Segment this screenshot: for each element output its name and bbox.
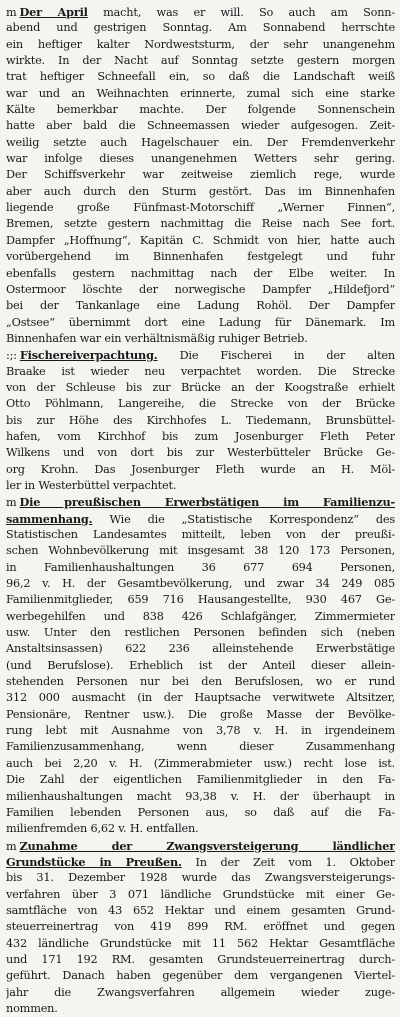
article-text-line: Die Zahl der eigentlichen Familienmitglieder in den Fa- bbox=[6, 773, 395, 787]
article-text-line: jahr die Zwangsverfahren allgemein wieder zuge- bbox=[6, 985, 395, 999]
article-text-line: Familienzusammenhang, wenn dieser Zusammenhang bbox=[6, 740, 395, 754]
article-text-line: bis zur Höhe des Kirchhofes L. Tiedemann, Brunsbüttel- bbox=[6, 413, 395, 427]
article-text-line: Statistischen Landesamtes mitteilt, leben von der preußi- bbox=[6, 528, 395, 541]
article-text-line: weilig setzte auch Hagelschauer ein. Der Fremdenverkehr bbox=[6, 135, 395, 149]
article-text-line: Wilkens und von dort bis zur Westerbütteler Brücke Ge- bbox=[6, 446, 395, 460]
article-text-line: In der Zeit vom 1. Oktober bbox=[181, 855, 395, 869]
article-text-line: Dampfer „Hoffnung“, Kapitän C. Schmidt von hier, hatte auch bbox=[6, 233, 395, 247]
article-text-line: macht, was er will. So auch am Sonn- bbox=[87, 6, 395, 19]
article-text-line: in Familienhaushaltungen 36 677 694 Personen, bbox=[6, 560, 395, 574]
article-text-line: „Ostsee“ übernimmt dort eine Ladung für Dänemark. Im bbox=[6, 315, 395, 329]
article-text-line: 96,2 v. H. der Gesamtbevölkerung, und zwar 34 249 085 bbox=[6, 577, 395, 591]
article-text-line: ebenfalls gestern nachmittag nach der Elbe weiter. In bbox=[6, 266, 395, 280]
article-text-line: ein heftiger kalter Nordweststurm, der sehr unangenehm bbox=[6, 37, 395, 51]
article-marker: m bbox=[6, 496, 17, 510]
article-fischerei bbox=[6, 347, 395, 494]
article-zwangsversteigerung bbox=[6, 838, 395, 1017]
article-text-line: Otto Pöhlmann, Langereihe, die Strecke von der Brücke bbox=[6, 397, 395, 411]
article-marker: m bbox=[6, 6, 17, 19]
article-text-line: verfahren über 3 071 ländliche Grundstücke mit einer Ge- bbox=[6, 887, 395, 901]
article-text-line: steuerreinertrag von 419 899 RM. eröffnet und gegen bbox=[6, 920, 395, 934]
article-text-line: nommen. bbox=[6, 1001, 58, 1015]
article-text-line: geführt. Danach haben gegenüber dem vergangenen Viertel- bbox=[6, 969, 395, 983]
article-headline: Der April bbox=[19, 5, 88, 19]
article-text-line: Ostermoor löschte der norwegische Dampfer „Hildefjord“ bbox=[6, 282, 395, 296]
article-second-line bbox=[6, 854, 395, 870]
article-first-line bbox=[6, 4, 395, 20]
article-text-line: samtfläche von 43 652 Hektar und einem gesamten Grund- bbox=[6, 903, 395, 917]
article-headline: Fischereiverpachtung. bbox=[19, 348, 158, 363]
article-first-line bbox=[6, 838, 395, 854]
article-text-line: Wie die „Statistische Korrespondenz“ des bbox=[92, 512, 395, 526]
article-text-line: org Krohn. Das Josenburger Fleth wurde an H. Möl- bbox=[6, 462, 395, 476]
article-first-line bbox=[6, 494, 395, 510]
article-text-line: Pensionäre, Rentner usw.). Die große Masse der Bevölke- bbox=[6, 707, 395, 721]
article-text-line: war infolge dieses unangenehmen Wetters sehr gering. bbox=[6, 152, 395, 166]
article-text-line: auch bei 2,20 v. H. (Zimmerabmieter usw.) recht lose ist. bbox=[6, 756, 395, 770]
article-text-line: und 171 192 RM. gesamten Grundsteuerreinertrag durch- bbox=[6, 952, 395, 966]
article-text-line: bis 31. Dezember 1928 wurde das Zwangsversteigerungs- bbox=[6, 871, 395, 885]
article-erwerbstaetige bbox=[6, 494, 395, 837]
article-text-line: abend und gestrigen Sonntag. Am Sonnabend herrschte bbox=[6, 21, 395, 35]
article-headline-continued: sammenhang. bbox=[6, 511, 93, 526]
article-text-line: Familienmitglieder, 659 716 Hausangestellte, 930 467 Ge- bbox=[6, 593, 395, 607]
article-april bbox=[6, 4, 395, 347]
article-text-line: schen Wohnbevölkerung mit insgesamt 38 120 173 Personen, bbox=[6, 544, 395, 558]
article-headline-continued: Grundstücke in Preußen. bbox=[6, 854, 182, 869]
article-text-line: wirkte. In der Nacht auf Sonntag setzte gestern morgen bbox=[6, 54, 395, 68]
article-text-line: hatte aber bald die Schneemassen wieder aufgesogen. Zeit- bbox=[6, 119, 395, 133]
article-text-line: werbegehilfen und 838 426 Schlafgänger, Zimmermieter bbox=[6, 609, 395, 623]
article-headline: Die preußischen Erwerbstätigen im Familienzu- bbox=[19, 495, 395, 510]
article-text-line: (und Berufslose). Erheblich ist der Anteil dieser allein- bbox=[6, 658, 395, 672]
article-text-line: war und an Weihnachten erinnerte, zumal sich eine starke bbox=[6, 86, 395, 100]
article-text-line: Die Fischerei in der alten bbox=[157, 349, 395, 363]
article-text-line: hafen, vom Kirchhof bis zum Josenburger Fleth Peter bbox=[6, 429, 395, 443]
article-text-line: usw. Unter den restlichen Personen befinden sich (neben bbox=[6, 626, 395, 640]
article-text-line: ler in Westerbüttel verpachtet. bbox=[6, 478, 177, 492]
article-marker: :;: bbox=[6, 349, 17, 363]
article-first-line bbox=[6, 347, 395, 363]
article-text-line: 432 ländliche Grundstücke mit 11 562 Hektar Gesamtfläche bbox=[6, 936, 395, 950]
article-marker: m bbox=[6, 839, 17, 853]
article-text-line: liegende große Fünfmast-Motorschiff „Werner Finnen“, bbox=[6, 201, 395, 215]
article-text-line: vorübergehend im Binnenhafen festgelegt und fuhr bbox=[6, 250, 395, 264]
article-headline: Zunahme der Zwangsversteigerung ländlicher bbox=[19, 838, 395, 853]
article-text-line: von der Schleuse bis zur Brücke an der Koogstraße erhielt bbox=[6, 380, 395, 394]
article-text-line: milienhaushaltungen macht 93,38 v. H. der überhaupt in bbox=[6, 789, 395, 803]
article-text-line: Familien lebenden Personen aus, so daß auf die Fa- bbox=[6, 805, 395, 819]
article-text-line: rung lebt mit Ausnahme von 3,78 v. H. in irgendeinem bbox=[6, 724, 395, 738]
article-text-line: stehenden Personen nur bei den Berufslosen, wo er rund bbox=[6, 675, 395, 689]
article-second-line bbox=[6, 511, 395, 527]
article-text-line: Bremen, setzte gestern nachmittag die Reise nach See fort. bbox=[6, 217, 395, 231]
article-text-line: Der Schiffsverkehr war zeitweise ziemlich rege, wurde bbox=[6, 168, 395, 182]
article-text-line: Anstaltsinsassen) 622 236 alleinstehende Erwerbstätige bbox=[6, 642, 395, 656]
article-text-line: Binnenhafen war ein verhältnismäßig ruhiger Betrieb. bbox=[6, 331, 308, 345]
article-text-line: bei der Tankanlage eine Ladung Rohöl. Der Dampfer bbox=[6, 299, 395, 313]
article-text-line: 312 000 ausmacht (in der Hauptsache verwitwete Altsitzer, bbox=[6, 691, 395, 705]
article-text-line: aber auch durch den Sturm gestört. Das im Binnenhafen bbox=[6, 184, 395, 198]
article-text-line: milienfremden 6,62 v. H. entfallen. bbox=[6, 822, 199, 836]
article-text-line: Kälte bemerkbar machte. Der folgende Sonnenschein bbox=[6, 103, 395, 117]
article-text-line: trat heftiger Schneefall ein, so daß die Landschaft weiß bbox=[6, 70, 395, 84]
article-text-line: Braake ist wieder neu verpachtet worden. Die Strecke bbox=[6, 364, 395, 378]
